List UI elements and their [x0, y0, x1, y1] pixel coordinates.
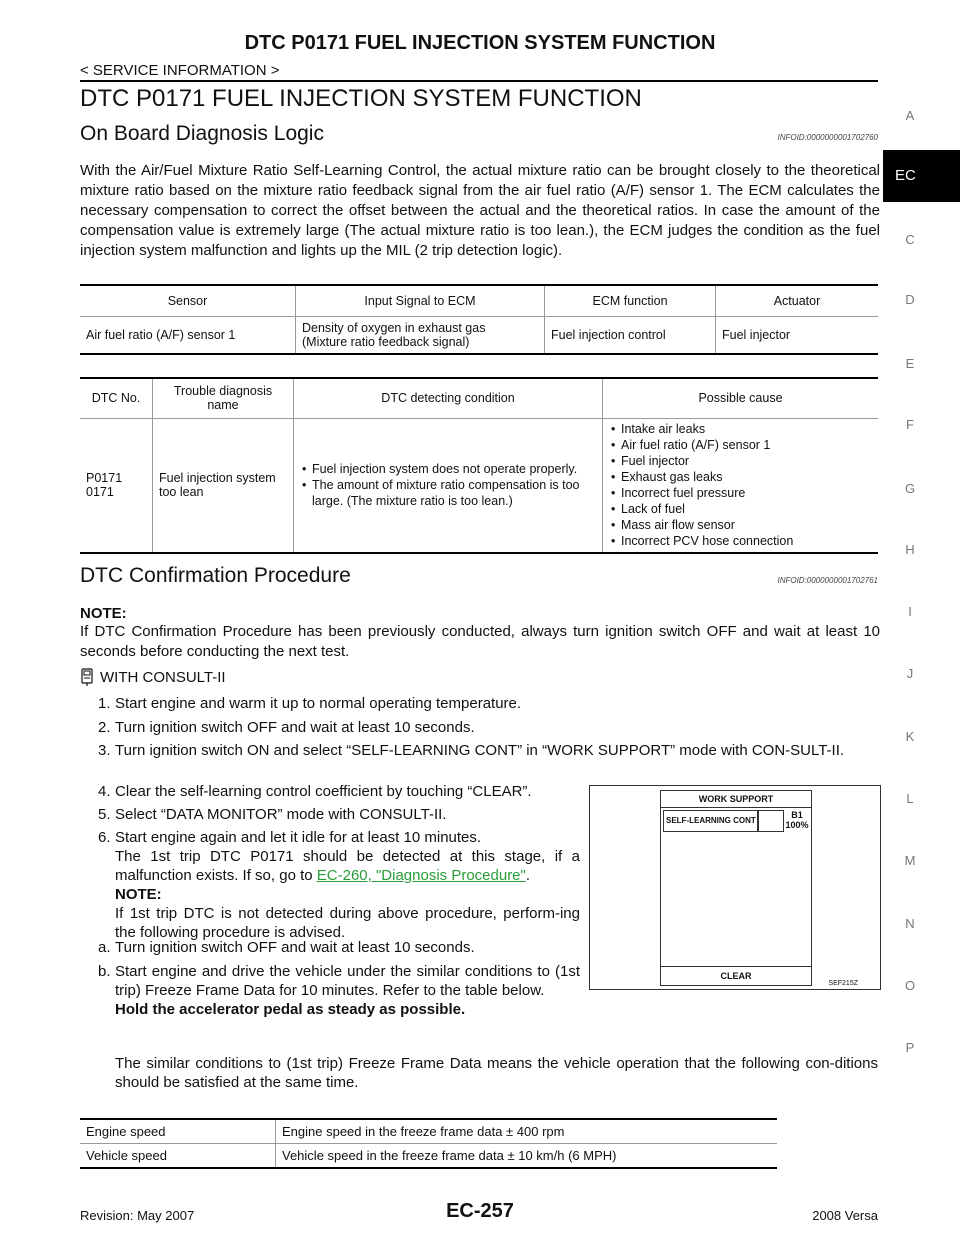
main-title: DTC P0171 FUEL INJECTION SYSTEM FUNCTION [80, 85, 642, 112]
step-4 [98, 782, 580, 801]
cause-header: Possible cause [603, 378, 879, 418]
step-b-bold: Hold the accelerator pedal as steady as possible. [115, 1001, 466, 1018]
side-index-h[interactable]: H [905, 542, 915, 557]
function-header: ECM function [545, 285, 716, 316]
step-3 [98, 741, 878, 760]
signal-line-1: Density of oxygen in exhaust gas [302, 320, 486, 335]
footer-page-number: EC-257 [446, 1200, 514, 1222]
name-line-1: Fuel injection system [159, 471, 276, 485]
cause-list [609, 421, 872, 549]
side-index-c[interactable]: C [905, 232, 915, 247]
dtc-no-header: DTC No. [80, 378, 153, 418]
freeze-value: Engine speed in the freeze frame data ± 400 rpm [276, 1119, 778, 1144]
side-index-f[interactable]: F [906, 417, 914, 432]
step-b-paragraph [98, 1054, 878, 1092]
table-row [80, 316, 878, 354]
consult-screen [660, 790, 812, 986]
side-index-ec[interactable]: EC [883, 150, 960, 202]
diagnosis-procedure-link[interactable]: EC-260, "Diagnosis Procedure" [316, 867, 526, 884]
list-item: • Fuel injector [609, 453, 872, 469]
signal-cell [296, 316, 545, 354]
step-number: a. [98, 939, 111, 956]
step-text: Clear the self-learning control coefficient by touching “CLEAR”. [115, 783, 532, 800]
step-text: Select “DATA MONITOR” mode with CONSULT-II. [115, 806, 447, 823]
obd-paragraph: With the Air/Fuel Mixture Ratio Self-Learning Control, the actual mixture ratio can be brought closely to the theoretical mixture ratio based on the mixture ratio feedback signal from the air fuel ratio (A/F) sensor 1. The ECM calculates the necessary compensation to correct the offset between the actual and the theoretical ratios. In case the amount of the compensation value is extremely large (The actual mixture ratio is too lean.), the ECM judges the condition as the fuel injection system malfunction and lights up the MIL (2 trip detection logic). [80, 162, 880, 259]
step-text: Start engine again and let it idle for at least 10 minutes. [115, 829, 482, 846]
footer-model: 2008 Versa [812, 1208, 878, 1223]
name-header [153, 378, 294, 418]
table-row [80, 418, 878, 553]
side-index-g[interactable]: G [904, 481, 916, 496]
page-header-title: DTC P0171 FUEL INJECTION SYSTEM FUNCTION [244, 32, 716, 54]
screen-bank: B1 [791, 810, 803, 820]
dtc-cell [80, 418, 153, 553]
step-text: Start engine and drive the vehicle under the similar conditions to (1st trip) Freeze Frame Data for 10 minutes. Refer to the table below. [115, 963, 580, 999]
note-label: NOTE: [80, 605, 127, 622]
screen-value [785, 810, 809, 830]
step-6-detail-end: . [525, 867, 531, 884]
list-item: • Intake air leaks [609, 421, 872, 437]
step-a [98, 938, 580, 957]
step-number: 6. [98, 829, 111, 846]
step-6-detail-text: The 1st trip DTC P0171 should be detected at this stage, if a malfunction exists. If so, go to [115, 848, 580, 884]
step-6 [98, 828, 580, 942]
screen-item-divider [757, 810, 784, 832]
actuator-cell: Fuel injector [716, 316, 879, 354]
freeze-frame-table [80, 1118, 777, 1169]
signal-header: Input Signal to ECM [296, 285, 545, 316]
name-line-2: too lean [159, 485, 204, 499]
cause-cell [603, 418, 879, 553]
step-6-note-text: If 1st trip DTC is not detected during above procedure, perform-ing the following procedure is advised. [115, 905, 580, 941]
infoid-obd: INFOID:0000000001702760 [777, 133, 878, 142]
screen-title: WORK SUPPORT [661, 791, 811, 808]
step-text: Turn ignition switch OFF and wait at least 10 seconds. [115, 719, 475, 736]
side-index-a[interactable]: A [905, 108, 915, 123]
consult-screen-illustration [589, 785, 881, 990]
freeze-item: Vehicle speed [86, 1148, 167, 1163]
list-item: • The amount of mixture ratio compensation is too large. (The mixture ratio is too lean.) [300, 477, 596, 509]
step-5 [98, 805, 580, 824]
section-title-obd: On Board Diagnosis Logic [80, 122, 324, 145]
list-item: • Incorrect PCV hose connection [609, 533, 872, 549]
table-row [80, 1144, 777, 1169]
side-index-l[interactable]: L [906, 791, 914, 806]
step-number: 2. [98, 719, 111, 736]
side-index-j[interactable]: J [906, 666, 914, 681]
side-index-o[interactable]: O [904, 978, 916, 993]
step-b-para-text: The similar conditions to (1st trip) Freeze Frame Data means the vehicle operation that the following con-ditions should be satisfied at the same time. [115, 1055, 878, 1091]
step-2 [98, 718, 878, 737]
step-text: Start engine and warm it up to normal operating temperature. [115, 695, 522, 712]
dtc-table [80, 377, 878, 554]
step-6-detail [98, 847, 580, 885]
sensor-table [80, 284, 878, 355]
side-index-i[interactable]: I [908, 604, 912, 619]
name-header-line-2: name [207, 398, 239, 413]
list-item: • Mass air flow sensor [609, 517, 872, 533]
list-item: • Incorrect fuel pressure [609, 485, 872, 501]
step-number: 1. [98, 695, 111, 712]
signal-line-2: (Mixture ratio feedback signal) [302, 334, 470, 349]
side-index-e[interactable]: E [905, 356, 915, 371]
side-index-n[interactable]: N [905, 916, 915, 931]
page-header-subtitle: < SERVICE INFORMATION > [80, 62, 280, 79]
step-number: 3. [98, 742, 111, 759]
step-text: Turn ignition switch OFF and wait at least 10 seconds. [115, 939, 475, 956]
side-index-k[interactable]: K [905, 729, 915, 744]
header-rule [80, 80, 878, 82]
consult-tool-icon [80, 668, 94, 686]
screen-percent: 100% [785, 820, 809, 830]
consult-heading-text: WITH CONSULT-II [100, 668, 226, 686]
consult-heading [80, 668, 226, 686]
freeze-item: Engine speed [80, 1119, 276, 1144]
freeze-value: Vehicle speed in the freeze frame data ± 10 km/h (6 MPH) [276, 1144, 778, 1169]
actuator-header: Actuator [716, 285, 879, 316]
step-text: Turn ignition switch ON and select “SELF-LEARNING CONT” in “WORK SUPPORT” mode with CON-SULT-II. [115, 742, 845, 759]
dtc-line-1: P0171 [86, 471, 123, 485]
list-item: • Fuel injection system does not operate properly. [300, 461, 596, 477]
infoid-confirm: INFOID:0000000001702761 [777, 576, 878, 585]
step-number: 5. [98, 806, 111, 823]
section-title-confirm: DTC Confirmation Procedure [80, 564, 351, 587]
figure-code: SEF215Z [828, 980, 858, 987]
step-b [98, 962, 580, 1019]
step-1 [98, 694, 878, 713]
side-index-p[interactable]: P [905, 1040, 915, 1055]
sensor-cell: Air fuel ratio (A/F) sensor 1 [86, 327, 236, 342]
name-cell [153, 418, 294, 553]
list-item: • Exhaust gas leaks [609, 469, 872, 485]
side-index-m[interactable]: M [904, 853, 916, 868]
note-text: If DTC Confirmation Procedure has been previously conducted, always turn ignition switch OFF and wait at least 10 seconds before conducting the next test. [80, 623, 880, 660]
name-header-line-1: Trouble diagnosis [173, 384, 273, 399]
footer-revision: Revision: May 2007 [80, 1208, 195, 1223]
table-row [80, 1119, 777, 1144]
list-item: • Lack of fuel [609, 501, 872, 517]
dtc-line-2: 0171 [86, 485, 114, 499]
condition-list [300, 461, 596, 509]
screen-item-self-learning[interactable]: SELF-LEARNING CONT [663, 810, 759, 832]
side-index-d[interactable]: D [905, 292, 915, 307]
condition-cell [294, 418, 603, 553]
sensor-header: Sensor [80, 285, 296, 316]
step-number: 4. [98, 783, 111, 800]
list-item: • Air fuel ratio (A/F) sensor 1 [609, 437, 872, 453]
function-cell: Fuel injection control [545, 316, 716, 354]
screen-clear-button[interactable]: CLEAR [661, 966, 811, 985]
step-6-note-label: NOTE: [115, 886, 162, 903]
step-number: b. [98, 963, 111, 980]
condition-header: DTC detecting condition [294, 378, 603, 418]
